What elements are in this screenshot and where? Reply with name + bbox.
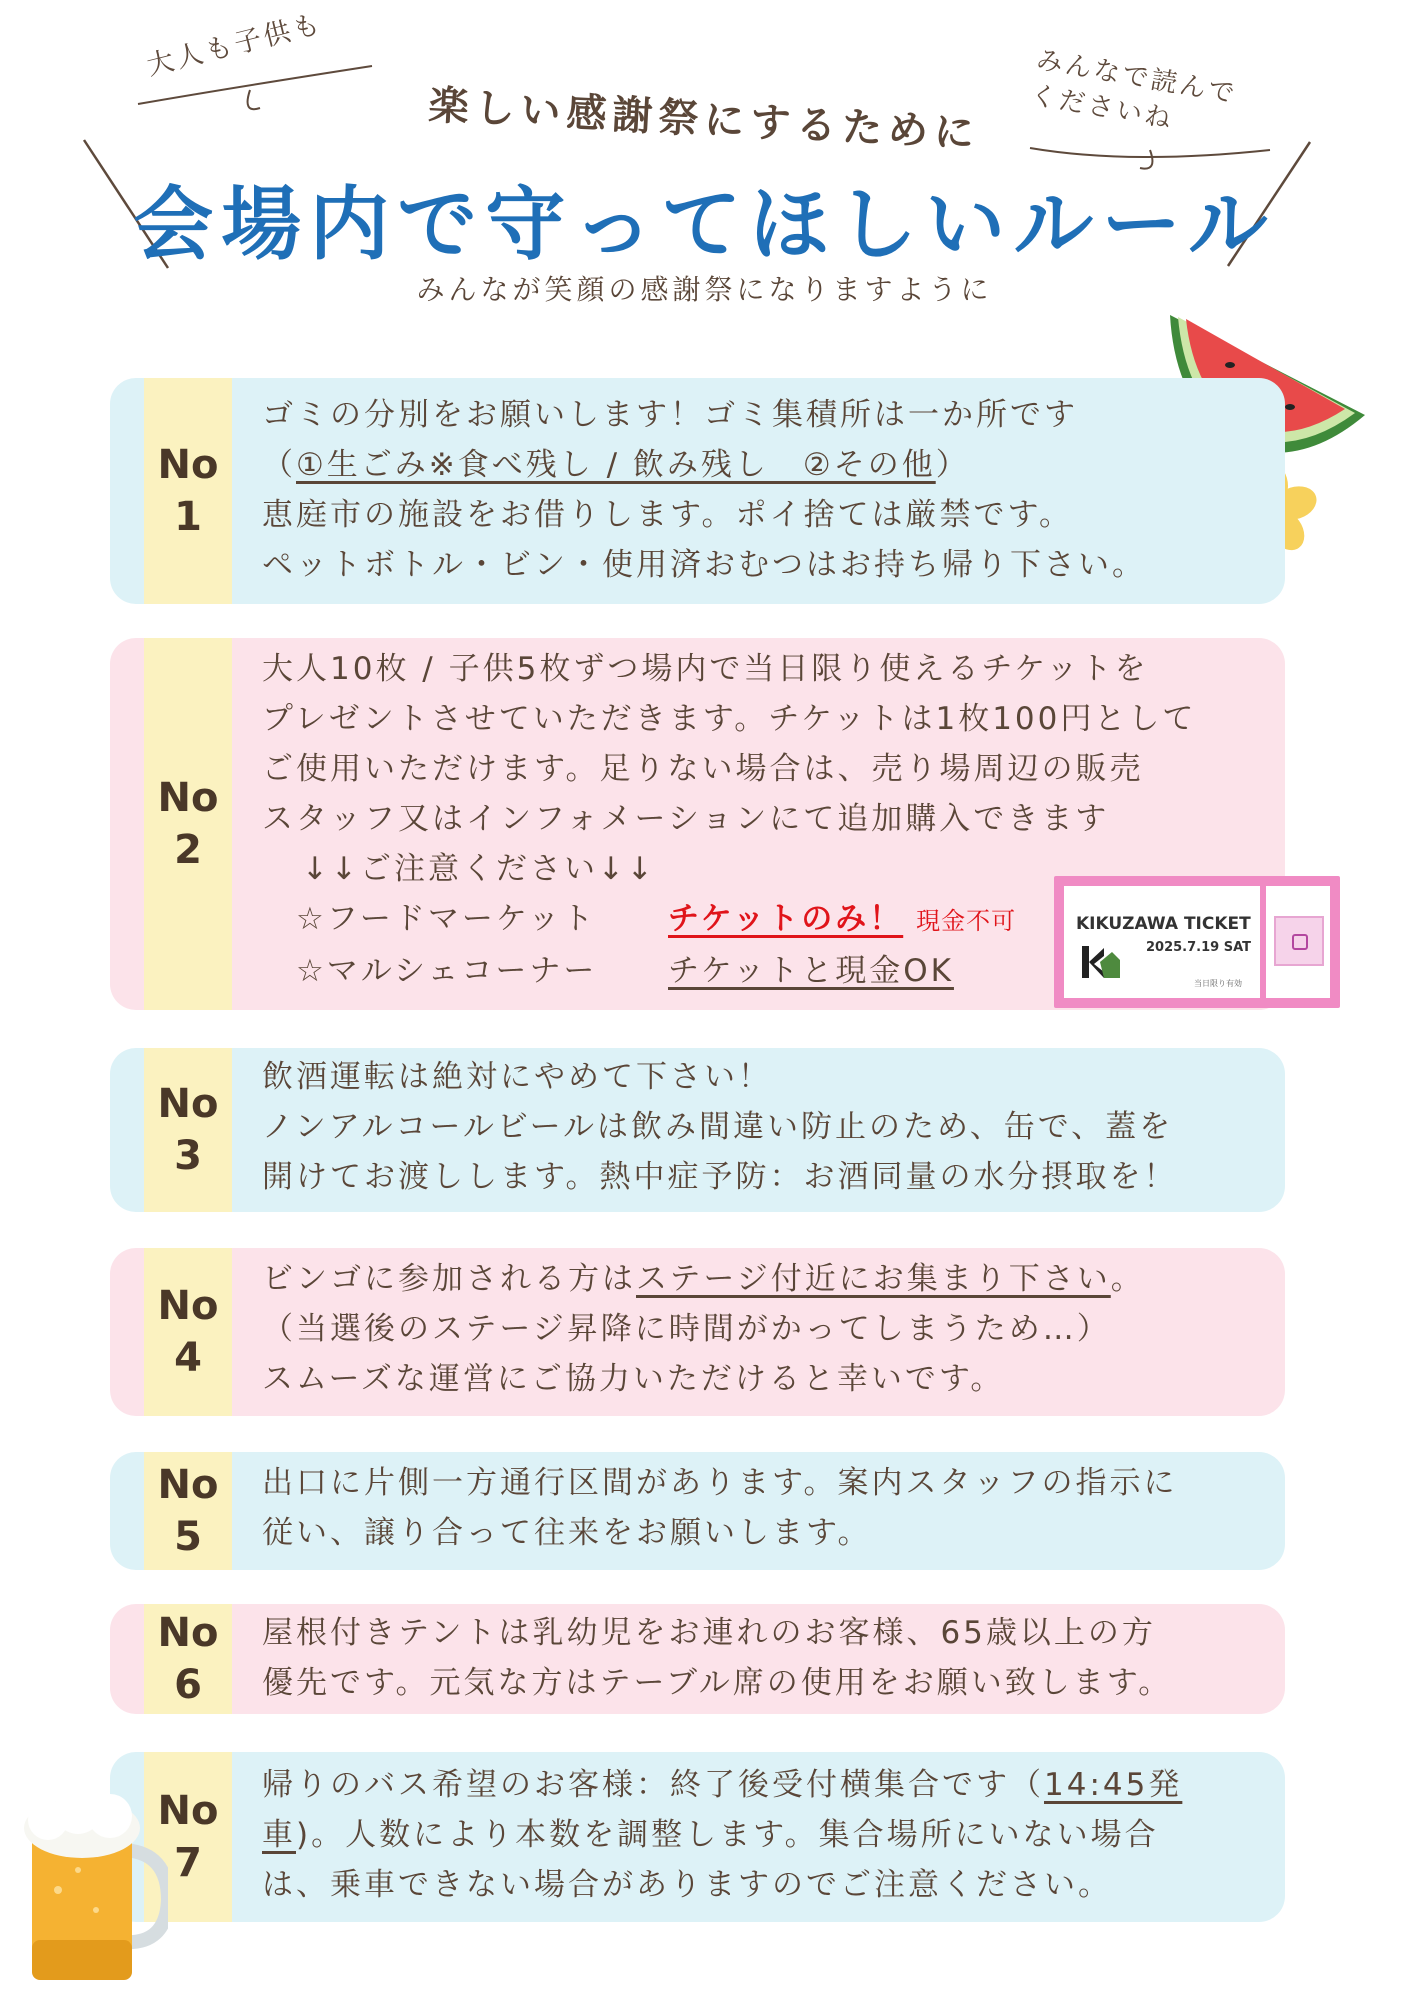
header — [0, 0, 1409, 306]
rule-number-tab — [144, 1048, 232, 1212]
ticket-image — [1054, 876, 1340, 1008]
text-fragment: 帰りのバス希望のお客様：終了後受付横集合です（ — [262, 1767, 1044, 1803]
rule-number: 3 — [174, 1133, 202, 1179]
rule-body — [262, 1458, 1271, 1558]
rule-number: 1 — [174, 494, 202, 540]
ticket-note: 当日限り有効 — [1194, 979, 1242, 988]
rule-line: 優先です。元気な方はテーブル席の使用をお願い致します。 — [262, 1665, 1173, 1701]
rule-number-tab — [144, 1248, 232, 1416]
beer-mug-illustration — [18, 1780, 168, 1985]
rule-line: ↓↓ご注意ください↓↓ — [302, 851, 656, 887]
rule-body — [262, 1760, 1271, 1910]
rule-card-6 — [110, 1604, 1285, 1714]
rule-no-label: No — [157, 1283, 219, 1329]
subtitle: 楽しい感謝祭にするために — [427, 82, 982, 158]
marche-label: ☆マルシェコーナー — [296, 953, 598, 989]
underlined-text: 14:45発 — [1044, 1767, 1183, 1803]
tagline: みんなが笑顔の感謝祭になりますように — [416, 273, 993, 306]
rule-number-tab — [144, 378, 232, 604]
ticket-main — [1064, 886, 1260, 998]
corner-note-right: みんなで読んで くださいね — [1028, 44, 1240, 136]
rule-line: 恵庭市の施設をお借りします。ポイ捨ては厳禁です。 — [262, 497, 1074, 533]
rule-line: ご使用いただけます。足りない場合は、売り場周辺の販売 — [262, 751, 1144, 787]
rule-number-tab — [144, 1452, 232, 1570]
rule-no-label: No — [157, 1610, 219, 1656]
food-market-value: チケットのみ！ — [668, 901, 904, 937]
rule-body — [262, 1052, 1271, 1202]
underlined-text: ①生ごみ※食べ残し / 飲み残し ②その他 — [296, 447, 936, 483]
rule-line: 屋根付きテントは乳幼児をお連れのお客様、65歳以上の方 — [262, 1615, 1156, 1651]
rule-number-tab — [144, 1604, 232, 1714]
rule-number: 7 — [174, 1840, 202, 1886]
rule-line: 飲酒運転は絶対にやめて下さい！ — [262, 1059, 772, 1095]
rule-line: 開けてお渡しします。熱中症予防：お酒同量の水分摂取を！ — [262, 1159, 1178, 1195]
rule-line: スムーズな運営にご協力いただけると幸いです。 — [262, 1361, 1005, 1397]
rule-line: スタッフ又はインフォメーションにて追加購入できます — [262, 801, 1110, 837]
rule-line: 大人10枚 / 子供5枚ずつ場内で当日限り使えるチケットを — [262, 651, 1149, 687]
rule-body — [262, 1254, 1271, 1404]
kikuzawa-logo-icon — [1080, 942, 1122, 980]
rule-no-label: No — [157, 1081, 219, 1127]
rule-line: プレゼントさせていただきます。チケットは1枚100円として — [262, 701, 1197, 737]
rule-line: 出口に片側一方通行区間があります。案内スタッフの指示に — [262, 1465, 1178, 1501]
rule-number-tab — [144, 638, 232, 1010]
rule-card-3 — [110, 1048, 1285, 1212]
rule-line: 従い、譲り合って往来をお願いします。 — [262, 1515, 872, 1551]
rule-line — [262, 1810, 1271, 1860]
rule-body — [262, 390, 1271, 590]
text-fragment: （ — [262, 447, 296, 483]
rule-no-label: No — [157, 775, 219, 821]
marche-value: チケットと現金OK — [668, 953, 954, 989]
food-market-label: ☆フードマーケット — [296, 901, 597, 937]
rule-number: 6 — [174, 1662, 202, 1708]
ticket-stub — [1266, 886, 1330, 998]
rule-body — [262, 1608, 1271, 1708]
rule-line: ペットボトル・ビン・使用済おむつはお持ち帰り下さい。 — [262, 547, 1146, 583]
rule-line: ゴミの分別をお願いします！ゴミ集積所は一か所です — [262, 397, 1078, 433]
rule-card-1 — [110, 378, 1285, 604]
rule-line — [262, 1760, 1271, 1810]
rule-line — [262, 440, 1271, 490]
rule-line — [262, 1254, 1271, 1304]
rule-no-label: No — [157, 1462, 219, 1508]
page-title: 会場内で守ってほしいルール — [133, 178, 1276, 271]
rule-no-label: No — [157, 442, 219, 488]
rule-line: ノンアルコールビールは飲み間違い防止のため、缶で、蓋を — [262, 1109, 1174, 1145]
corner-note-left: 大人も子供も — [143, 8, 326, 82]
rule-card-4 — [110, 1248, 1285, 1416]
instagram-icon — [1292, 934, 1308, 950]
rule-card-7 — [110, 1752, 1285, 1922]
underlined-text: 車 — [262, 1817, 296, 1853]
rule-number: 5 — [174, 1514, 202, 1560]
underlined-text: ステージ付近にお集まり下さい — [636, 1261, 1111, 1297]
text-fragment: ） — [935, 447, 970, 483]
rule-card-5 — [110, 1452, 1285, 1570]
rule-number: 2 — [174, 827, 202, 873]
qr-code-icon — [1274, 916, 1324, 966]
text-fragment: 。 — [1110, 1261, 1145, 1297]
rule-number: 4 — [174, 1335, 202, 1381]
ticket-date: 2025.7.19 SAT — [1146, 940, 1252, 955]
rule-line: （当選後のステージ昇降に時間がかってしまうため…） — [262, 1311, 1111, 1347]
rule-no-label: No — [157, 1788, 219, 1834]
text-fragment: )。人数により本数を調整します。集合場所にいない場合 — [296, 1817, 1159, 1853]
food-market-note: 現金不可 — [916, 907, 1017, 935]
rule-line: は、乗車できない場合がありますのでご注意ください。 — [262, 1867, 1112, 1903]
ticket-title: KIKUZAWA TICKET — [1076, 914, 1251, 934]
text-fragment: ビンゴに参加される方は — [262, 1261, 636, 1297]
